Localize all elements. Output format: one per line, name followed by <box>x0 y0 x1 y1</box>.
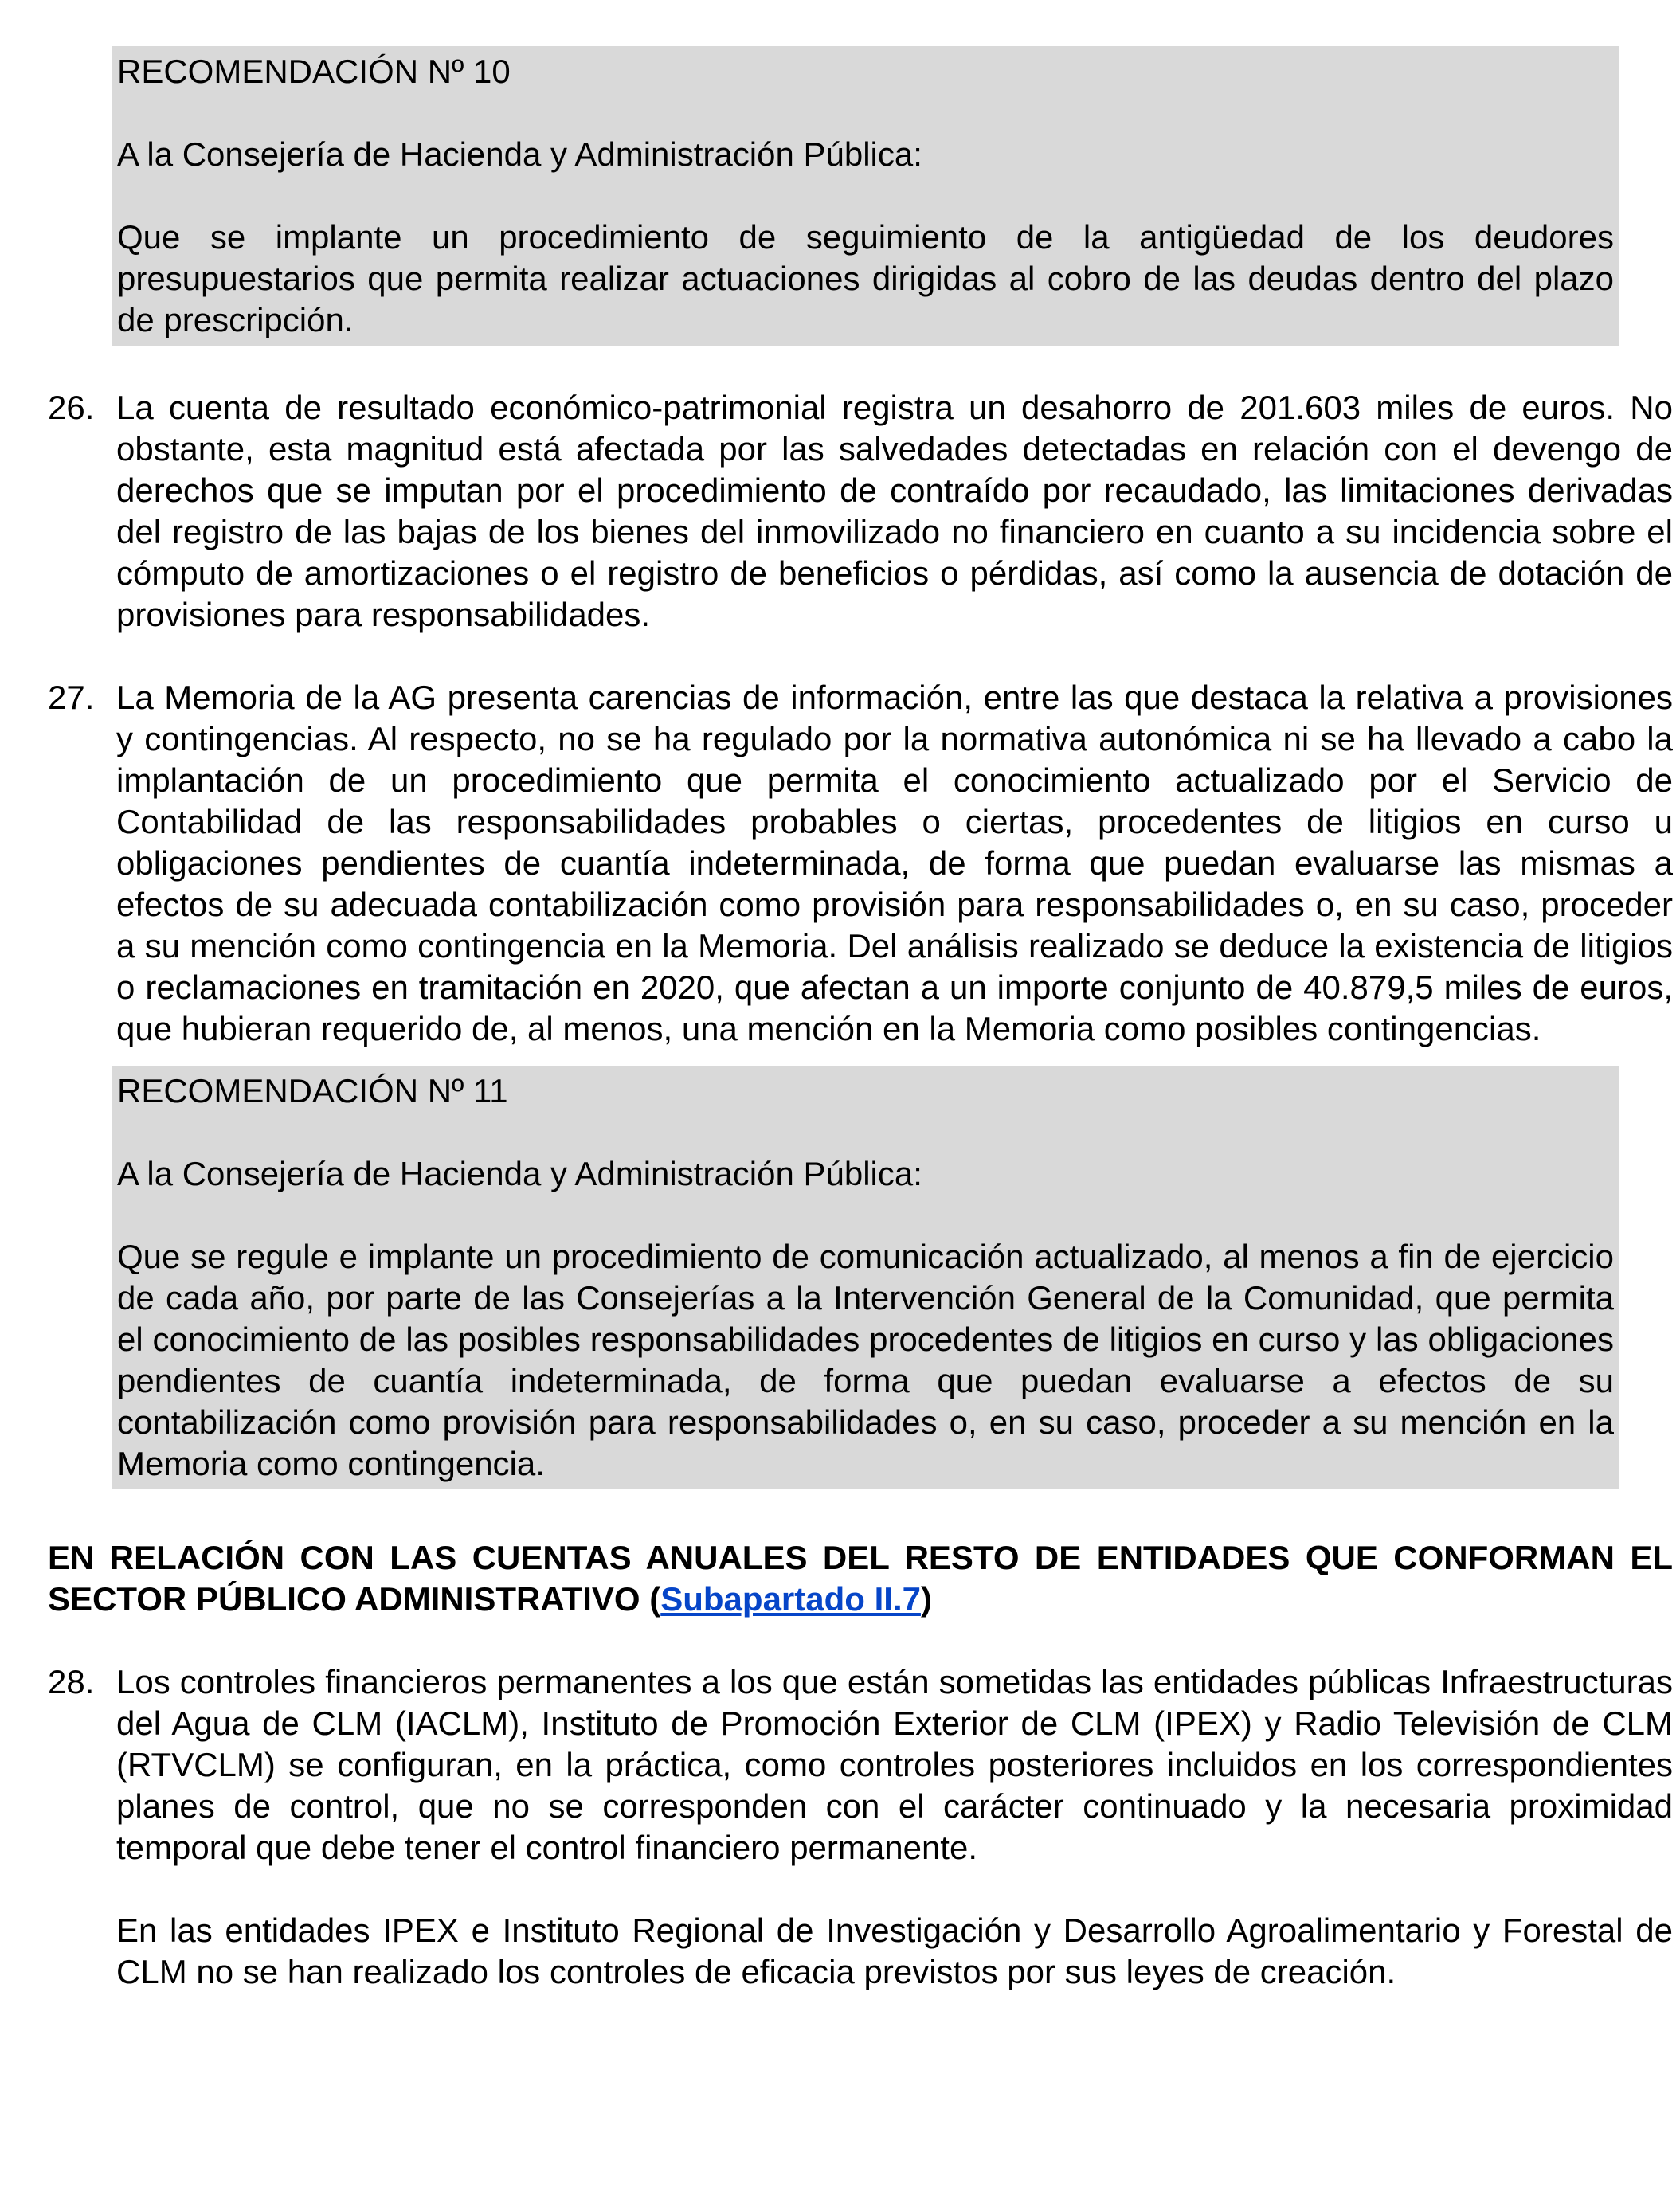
paragraph-28-continuation: En las entidades IPEX e Instituto Regional de Investigación y Desarrollo Agroalimentario y Forestal de CLM no se han realizado los controles de eficacia previstos por sus leyes de creación. <box>116 1912 1673 1990</box>
recommendation-10-addressee: A la Consejería de Hacienda y Administración Pública: <box>117 135 922 173</box>
section-heading-text: EN RELACIÓN CON LAS CUENTAS ANUALES DEL RESTO DE ENTIDADES QUE CONFORMAN EL SECTOR PÚBLICO ADMINISTRATIVO ( <box>48 1539 1673 1618</box>
recommendation-11-addressee: A la Consejería de Hacienda y Administración Pública: <box>117 1155 922 1192</box>
paragraph-26 <box>48 387 1673 636</box>
paragraph-26-number: 26. <box>48 389 95 426</box>
paragraph-28-text: Los controles financieros permanentes a los que están sometidas las entidades públicas Infraestructuras del Agua de CLM (IACLM), Instituto de Promoción Exterior de CLM (IPEX) y Radio Televisión de CLM (RTVCLM) se configuran, en la práctica, como controles posteriores incluidos en los correspondientes planes de control, que no se corresponden con el carácter continuado y la necesaria proximidad temporal que debe tener el control financiero permanente. <box>116 1663 1673 1866</box>
recommendation-11-box <box>112 1066 1619 1489</box>
recommendation-11-title: RECOMENDACIÓN Nº 11 <box>117 1072 508 1109</box>
paragraph-27-number: 27. <box>48 679 95 716</box>
paragraph-28 <box>48 1661 1673 1869</box>
paragraph-28-number: 28. <box>48 1663 95 1700</box>
recommendation-10-box <box>112 46 1619 346</box>
recommendation-11-text: Que se regule e implante un procedimiento de comunicación actualizado, al menos a fin de ejercicio de cada año, por parte de las Consejerías a la Intervención General de la Comunidad, que permita el conocimiento de las posibles responsabilidades procedentes de litigios en curso y las obligaciones pendientes de cuantía indeterminada, de forma que puedan evaluarse a efectos de su contabilización como provisión para responsabilidades o, en su caso, proceder a su mención en la Memoria como contingencia. <box>117 1238 1614 1482</box>
section-heading-close: ) <box>920 1580 932 1618</box>
paragraph-27 <box>48 677 1673 1050</box>
document-page <box>48 46 1673 1993</box>
section-heading <box>48 1537 1673 1620</box>
recommendation-10-title: RECOMENDACIÓN Nº 10 <box>117 53 511 90</box>
paragraph-27-text: La Memoria de la AG presenta carencias de información, entre las que destaca la relativa a provisiones y contingencias. Al respecto, no se ha regulado por la normativa autonómica ni se ha llevado a cabo la implantación de un procedimiento que permita el conocimiento actualizado por el Servicio de Contabilidad de las responsabilidades probables o ciertas, procedentes de litigios en curso u obligaciones pendientes de cuantía indeterminada, de forma que puedan evaluarse las mismas a efectos de su adecuada contabilización como provisión para responsabilidades o, en su caso, proceder a su mención como contingencia en la Memoria. Del análisis realizado se deduce la existencia de litigios o reclamaciones en tramitación en 2020, que afectan a un importe conjunto de 40.879,5 miles de euros, que hubieran requerido de, al menos, una mención en la Memoria como posibles contingencias. <box>116 679 1673 1047</box>
subapartado-link[interactable]: Subapartado II.7 <box>660 1580 921 1618</box>
recommendation-10-text: Que se implante un procedimiento de seguimiento de la antigüedad de los deudores presupuestarios que permita realizar actuaciones dirigidas al cobro de las deudas dentro del plazo de prescripción. <box>117 218 1614 338</box>
paragraph-26-text: La cuenta de resultado económico-patrimonial registra un desahorro de 201.603 miles de euros. No obstante, esta magnitud está afectada por las salvedades detectadas en relación con el devengo de derechos que se imputan por el procedimiento de contraído por recaudado, las limitaciones derivadas del registro de las bajas de los bienes del inmovilizado no financiero en cuanto a su incidencia sobre el cómputo de amortizaciones o el registro de beneficios o pérdidas, así como la ausencia de dotación de provisiones para responsabilidades. <box>116 389 1673 633</box>
